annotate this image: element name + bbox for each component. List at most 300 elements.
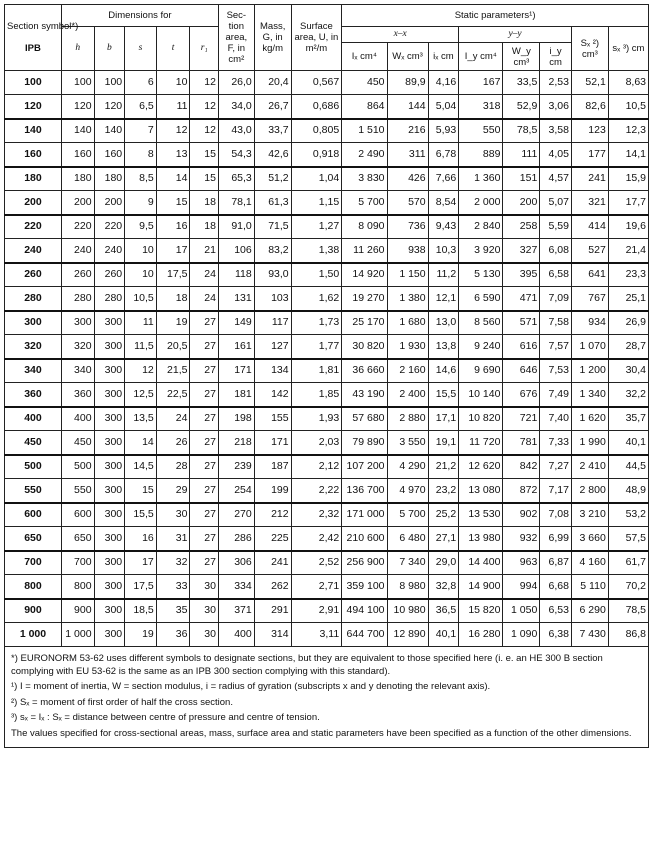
table-cell: 27 xyxy=(190,335,218,359)
table-cell: 21,4 xyxy=(608,239,648,263)
section-symbol-cell: 550 xyxy=(5,479,62,503)
table-cell: 57,5 xyxy=(608,527,648,551)
table-cell: 321 xyxy=(571,191,608,215)
header-ix: iₓ cm xyxy=(428,43,459,71)
section-symbol-cell: 300 xyxy=(5,311,62,335)
table-cell: 10,5 xyxy=(608,95,648,119)
table-cell: 14 xyxy=(156,167,190,191)
table-cell: 34,0 xyxy=(218,95,254,119)
table-cell: 550 xyxy=(459,119,503,143)
table-cell: 12 xyxy=(125,359,157,383)
table-cell: 27,1 xyxy=(428,527,459,551)
table-cell: 260 xyxy=(61,263,94,287)
table-cell: 571 xyxy=(503,311,540,335)
table-cell: 1,85 xyxy=(291,383,342,407)
table-cell: 7 xyxy=(125,119,157,143)
header-iy: i_y cm xyxy=(540,43,572,71)
section-symbol-cell: 140 xyxy=(5,119,62,143)
table-row xyxy=(5,623,649,647)
table-cell: 14 400 xyxy=(459,551,503,575)
table-cell: 13 980 xyxy=(459,527,503,551)
table-cell: 1 680 xyxy=(387,311,428,335)
table-cell: 2,71 xyxy=(291,575,342,599)
table-cell: 29 xyxy=(156,479,190,503)
table-cell: 600 xyxy=(61,503,94,527)
table-cell: 5 110 xyxy=(571,575,608,599)
table-cell: 100 xyxy=(94,71,125,95)
table-cell: 15 820 xyxy=(459,599,503,623)
table-cell: 1 090 xyxy=(503,623,540,647)
table-cell: 107 200 xyxy=(342,455,387,479)
table-cell: 61,7 xyxy=(608,551,648,575)
table-cell: 7,58 xyxy=(540,311,572,335)
table-cell: 1 200 xyxy=(571,359,608,383)
table-cell: 300 xyxy=(94,503,125,527)
table-cell: 300 xyxy=(94,479,125,503)
table-cell: 13,8 xyxy=(428,335,459,359)
table-cell: 19,1 xyxy=(428,431,459,455)
footnote-2: ²) Sₓ = moment of first order of half the cross section. xyxy=(11,696,233,708)
table-cell: 111 xyxy=(503,143,540,167)
table-cell: 24 xyxy=(190,263,218,287)
table-cell: 120 xyxy=(61,95,94,119)
table-cell: 180 xyxy=(94,167,125,191)
table-cell: 200 xyxy=(94,191,125,215)
table-cell: 61,3 xyxy=(254,191,291,215)
table-cell: 13 080 xyxy=(459,479,503,503)
table-cell: 527 xyxy=(571,239,608,263)
header-section-symbol xyxy=(5,5,79,71)
table-cell: 1,50 xyxy=(291,263,342,287)
table-cell: 106 xyxy=(218,239,254,263)
table-cell: 140 xyxy=(61,119,94,143)
table-cell: 280 xyxy=(94,287,125,311)
table-cell: 12 xyxy=(190,71,218,95)
table-row xyxy=(5,431,649,455)
table-row xyxy=(5,287,649,311)
table-cell: 1,73 xyxy=(291,311,342,335)
table-cell: 15,5 xyxy=(125,503,157,527)
table-cell: 14 xyxy=(125,431,157,455)
table-row xyxy=(5,167,649,191)
table-cell: 0,686 xyxy=(291,95,342,119)
table-cell: 12 xyxy=(156,119,190,143)
table-cell: 1,04 xyxy=(291,167,342,191)
table-cell: 1 380 xyxy=(387,287,428,311)
table-cell: 70,2 xyxy=(608,575,648,599)
table-body xyxy=(5,71,649,647)
table-cell: 21,2 xyxy=(428,455,459,479)
table-cell: 11 260 xyxy=(342,239,387,263)
table-cell: 11 xyxy=(156,95,190,119)
table-cell: 4 290 xyxy=(387,455,428,479)
table-cell: 149 xyxy=(218,311,254,335)
table-cell: 42,6 xyxy=(254,143,291,167)
table-cell: 2,42 xyxy=(291,527,342,551)
table-cell: 216 xyxy=(387,119,428,143)
table-cell: 12 xyxy=(190,95,218,119)
table-cell: 12,1 xyxy=(428,287,459,311)
table-cell: 218 xyxy=(218,431,254,455)
table-cell: 89,9 xyxy=(387,71,428,95)
table-cell: 118 xyxy=(218,263,254,287)
table-cell: 187 xyxy=(254,455,291,479)
table-cell: 40,1 xyxy=(608,431,648,455)
table-cell: 27 xyxy=(190,359,218,383)
table-cell: 17,5 xyxy=(156,263,190,287)
table-cell: 3 830 xyxy=(342,167,387,191)
table-cell: 15,9 xyxy=(608,167,648,191)
header-Wx: Wₓ cm³ xyxy=(387,43,428,71)
table-cell: 1 000 xyxy=(61,623,94,647)
table-cell: 167 xyxy=(459,71,503,95)
header-ipb-label: IPB xyxy=(25,43,41,54)
table-cell: 91,0 xyxy=(218,215,254,239)
table-cell: 120 xyxy=(94,95,125,119)
table-row xyxy=(5,407,649,431)
table-cell: 51,2 xyxy=(254,167,291,191)
footnote-euronorm: *) EURONORM 53-62 uses different symbols to designate sections, but they are equivalent to those specified here (i. e. an HE 300 B section complying with EU 53-62 is the same as an IPB 300 section complying with this standard). xyxy=(11,653,603,677)
table-cell: 52,1 xyxy=(571,71,608,95)
table-cell: 57 680 xyxy=(342,407,387,431)
table-cell: 36 xyxy=(156,623,190,647)
table-cell: 6,99 xyxy=(540,527,572,551)
table-cell: 5 130 xyxy=(459,263,503,287)
table-cell: 33,7 xyxy=(254,119,291,143)
table-cell: 25,2 xyxy=(428,503,459,527)
table-cell: 676 xyxy=(503,383,540,407)
ipb-section-table xyxy=(4,4,649,647)
table-cell: 26 xyxy=(156,431,190,455)
table-cell: 44,5 xyxy=(608,455,648,479)
table-cell: 1 050 xyxy=(503,599,540,623)
table-cell: 400 xyxy=(218,623,254,647)
section-symbol-cell: 600 xyxy=(5,503,62,527)
table-cell: 19,6 xyxy=(608,215,648,239)
table-cell: 2,03 xyxy=(291,431,342,455)
table-cell: 171 000 xyxy=(342,503,387,527)
table-cell: 142 xyxy=(254,383,291,407)
table-cell: 2 000 xyxy=(459,191,503,215)
table-cell: 5,93 xyxy=(428,119,459,143)
table-cell: 212 xyxy=(254,503,291,527)
table-cell: 171 xyxy=(254,431,291,455)
table-cell: 6,58 xyxy=(540,263,572,287)
table-cell: 15 xyxy=(156,191,190,215)
table-cell: 300 xyxy=(94,335,125,359)
section-symbol-cell: 220 xyxy=(5,215,62,239)
table-cell: 25,1 xyxy=(608,287,648,311)
table-cell: 134 xyxy=(254,359,291,383)
footnote-1: ¹) I = moment of inertia, W = section modulus, i = radius of gyration (subscripts x and y denoting the relevant axis). xyxy=(11,681,491,692)
table-cell: 18 xyxy=(156,287,190,311)
table-cell: 32,8 xyxy=(428,575,459,599)
table-cell: 15 xyxy=(190,167,218,191)
table-cell: 889 xyxy=(459,143,503,167)
table-cell: 1 340 xyxy=(571,383,608,407)
table-row xyxy=(5,575,649,599)
table-cell: 7,57 xyxy=(540,335,572,359)
table-cell: 291 xyxy=(254,599,291,623)
table-cell: 550 xyxy=(61,479,94,503)
profile-sheet xyxy=(4,4,649,850)
table-cell: 8,54 xyxy=(428,191,459,215)
header-surface-area: Surface area, U, in m²/m xyxy=(291,5,342,71)
table-cell: 52,9 xyxy=(503,95,540,119)
table-cell: 1,93 xyxy=(291,407,342,431)
table-cell: 12 xyxy=(190,119,218,143)
table-row xyxy=(5,143,649,167)
table-cell: 30,4 xyxy=(608,359,648,383)
table-cell: 3,06 xyxy=(540,95,572,119)
header-h: h xyxy=(61,27,94,71)
table-cell: 24 xyxy=(190,287,218,311)
header-section-symbol-label: Section symbol*) xyxy=(7,21,79,32)
table-cell: 7 430 xyxy=(571,623,608,647)
table-cell: 0,567 xyxy=(291,71,342,95)
table-cell: 181 xyxy=(218,383,254,407)
table-cell: 136 700 xyxy=(342,479,387,503)
table-cell: 300 xyxy=(94,599,125,623)
table-cell: 7,33 xyxy=(540,431,572,455)
table-cell: 103 xyxy=(254,287,291,311)
table-row xyxy=(5,311,649,335)
table-cell: 286 xyxy=(218,527,254,551)
table-cell: 16 xyxy=(125,527,157,551)
table-cell: 78,5 xyxy=(608,599,648,623)
table-cell: 450 xyxy=(342,71,387,95)
table-cell: 616 xyxy=(503,335,540,359)
table-cell: 43 190 xyxy=(342,383,387,407)
table-cell: 5,07 xyxy=(540,191,572,215)
table-cell: 932 xyxy=(503,527,540,551)
table-cell: 33 xyxy=(156,575,190,599)
table-cell: 280 xyxy=(61,287,94,311)
table-cell: 14,5 xyxy=(125,455,157,479)
table-cell: 78,1 xyxy=(218,191,254,215)
table-cell: 210 600 xyxy=(342,527,387,551)
table-cell: 8 090 xyxy=(342,215,387,239)
table-cell: 6,08 xyxy=(540,239,572,263)
table-cell: 262 xyxy=(254,575,291,599)
table-cell: 5,59 xyxy=(540,215,572,239)
table-cell: 9,5 xyxy=(125,215,157,239)
table-cell: 300 xyxy=(94,527,125,551)
table-cell: 1,62 xyxy=(291,287,342,311)
table-row xyxy=(5,71,649,95)
table-cell: 8,63 xyxy=(608,71,648,95)
table-cell: 2 410 xyxy=(571,455,608,479)
table-cell: 13 530 xyxy=(459,503,503,527)
table-cell: 7,40 xyxy=(540,407,572,431)
table-cell: 902 xyxy=(503,503,540,527)
table-cell: 10 140 xyxy=(459,383,503,407)
table-row xyxy=(5,527,649,551)
table-cell: 9 690 xyxy=(459,359,503,383)
table-cell: 2,52 xyxy=(291,551,342,575)
table-cell: 334 xyxy=(218,575,254,599)
table-cell: 6,5 xyxy=(125,95,157,119)
table-cell: 340 xyxy=(61,359,94,383)
table-row xyxy=(5,551,649,575)
table-cell: 11,5 xyxy=(125,335,157,359)
table-cell: 864 xyxy=(342,95,387,119)
table-cell: 0,918 xyxy=(291,143,342,167)
table-cell: 24 xyxy=(156,407,190,431)
table-cell: 646 xyxy=(503,359,540,383)
table-cell: 4 160 xyxy=(571,551,608,575)
table-cell: 160 xyxy=(94,143,125,167)
section-symbol-cell: 280 xyxy=(5,287,62,311)
table-cell: 781 xyxy=(503,431,540,455)
table-cell: 1,38 xyxy=(291,239,342,263)
table-cell: 26,0 xyxy=(218,71,254,95)
table-cell: 32,2 xyxy=(608,383,648,407)
table-cell: 700 xyxy=(61,551,94,575)
table-row xyxy=(5,479,649,503)
table-cell: 82,6 xyxy=(571,95,608,119)
header-mass: Mass, G, in kg/m xyxy=(254,5,291,71)
table-cell: 10 xyxy=(125,239,157,263)
table-row xyxy=(5,191,649,215)
table-cell: 30 xyxy=(190,599,218,623)
table-cell: 10,3 xyxy=(428,239,459,263)
table-cell: 2 160 xyxy=(387,359,428,383)
table-cell: 27 xyxy=(190,527,218,551)
table-cell: 11 xyxy=(125,311,157,335)
table-cell: 20,4 xyxy=(254,71,291,95)
table-cell: 3,11 xyxy=(291,623,342,647)
table-cell: 220 xyxy=(61,215,94,239)
table-cell: 27 xyxy=(190,455,218,479)
table-cell: 12,3 xyxy=(608,119,648,143)
table-cell: 26,9 xyxy=(608,311,648,335)
table-cell: 6,38 xyxy=(540,623,572,647)
table-cell: 4 970 xyxy=(387,479,428,503)
header-dimensions-for: Dimensions for xyxy=(61,5,218,27)
table-cell: 2,22 xyxy=(291,479,342,503)
table-cell: 644 700 xyxy=(342,623,387,647)
header-b: b xyxy=(94,27,125,71)
table-cell: 21,5 xyxy=(156,359,190,383)
table-row xyxy=(5,503,649,527)
table-row xyxy=(5,263,649,287)
table-cell: 30 xyxy=(190,575,218,599)
table-cell: 6 480 xyxy=(387,527,428,551)
table-row xyxy=(5,599,649,623)
table-cell: 20,5 xyxy=(156,335,190,359)
table-cell: 0,805 xyxy=(291,119,342,143)
table-cell: 241 xyxy=(254,551,291,575)
table-cell: 7,17 xyxy=(540,479,572,503)
table-cell: 1,81 xyxy=(291,359,342,383)
table-cell: 10 xyxy=(156,71,190,95)
table-cell: 65,3 xyxy=(218,167,254,191)
table-cell: 28,7 xyxy=(608,335,648,359)
table-cell: 241 xyxy=(571,167,608,191)
table-cell: 30 xyxy=(190,623,218,647)
table-cell: 17 xyxy=(125,551,157,575)
table-cell: 27 xyxy=(190,431,218,455)
table-cell: 736 xyxy=(387,215,428,239)
table-cell: 306 xyxy=(218,551,254,575)
table-cell: 25 170 xyxy=(342,311,387,335)
table-cell: 300 xyxy=(94,383,125,407)
table-cell: 300 xyxy=(94,455,125,479)
section-symbol-cell: 500 xyxy=(5,455,62,479)
table-cell: 300 xyxy=(94,311,125,335)
table-cell: 17,1 xyxy=(428,407,459,431)
table-cell: 270 xyxy=(218,503,254,527)
table-cell: 7,53 xyxy=(540,359,572,383)
table-cell: 17 xyxy=(156,239,190,263)
table-cell: 938 xyxy=(387,239,428,263)
table-cell: 13 xyxy=(156,143,190,167)
table-header xyxy=(5,5,649,71)
table-cell: 650 xyxy=(61,527,94,551)
section-symbol-cell: 320 xyxy=(5,335,62,359)
table-cell: 19 xyxy=(125,623,157,647)
table-cell: 23,3 xyxy=(608,263,648,287)
section-symbol-cell: 100 xyxy=(5,71,62,95)
table-cell: 359 100 xyxy=(342,575,387,599)
table-cell: 198 xyxy=(218,407,254,431)
table-cell: 570 xyxy=(387,191,428,215)
table-cell: 3 920 xyxy=(459,239,503,263)
section-symbol-cell: 360 xyxy=(5,383,62,407)
section-symbol-cell: 400 xyxy=(5,407,62,431)
table-cell: 7,49 xyxy=(540,383,572,407)
table-cell: 8 980 xyxy=(387,575,428,599)
footnote-values: The values specified for cross-sectional areas, mass, surface area and static parameters have been specified as a function of the other dimensions. xyxy=(11,727,632,739)
section-symbol-cell: 260 xyxy=(5,263,62,287)
table-cell: 31 xyxy=(156,527,190,551)
table-cell: 140 xyxy=(94,119,125,143)
table-cell: 12 890 xyxy=(387,623,428,647)
table-cell: 300 xyxy=(61,311,94,335)
table-cell: 395 xyxy=(503,263,540,287)
table-cell: 500 xyxy=(61,455,94,479)
section-symbol-cell: 1 000 xyxy=(5,623,62,647)
table-cell: 43,0 xyxy=(218,119,254,143)
table-row xyxy=(5,239,649,263)
header-section-area: Sec- tion area, F, in cm² xyxy=(218,5,254,71)
section-symbol-cell: 120 xyxy=(5,95,62,119)
table-cell: 2 400 xyxy=(387,383,428,407)
table-cell: 1,27 xyxy=(291,215,342,239)
header-axis-yy: y–y xyxy=(459,27,572,43)
table-cell: 2,12 xyxy=(291,455,342,479)
table-cell: 83,2 xyxy=(254,239,291,263)
table-cell: 10 820 xyxy=(459,407,503,431)
table-cell: 19 xyxy=(156,311,190,335)
table-cell: 100 xyxy=(61,71,94,95)
table-cell: 17,7 xyxy=(608,191,648,215)
table-cell: 320 xyxy=(61,335,94,359)
table-cell: 23,2 xyxy=(428,479,459,503)
section-symbol-cell: 200 xyxy=(5,191,62,215)
header-Ix: Iₓ cm⁴ xyxy=(342,43,387,71)
table-cell: 239 xyxy=(218,455,254,479)
table-cell: 13,0 xyxy=(428,311,459,335)
table-row xyxy=(5,383,649,407)
table-cell: 5 700 xyxy=(387,503,428,527)
table-cell: 6 590 xyxy=(459,287,503,311)
section-symbol-cell: 180 xyxy=(5,167,62,191)
table-cell: 4,16 xyxy=(428,71,459,95)
table-cell: 199 xyxy=(254,479,291,503)
table-cell: 300 xyxy=(94,575,125,599)
